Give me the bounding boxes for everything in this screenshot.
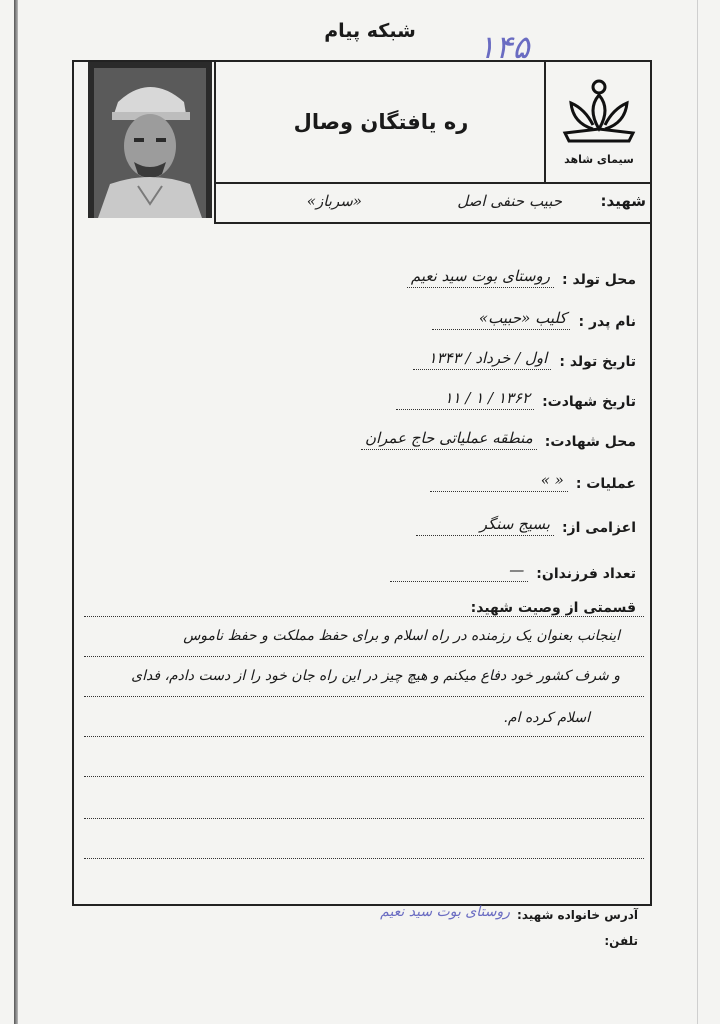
phone-label: تلفن: [604,934,638,948]
tulip-logo-icon [559,79,639,149]
address-value: روستای بوت سید نعیم [380,904,510,920]
field-dispatched-from: اعزامی از: بسیج سنگر [196,506,636,536]
will-line [84,616,644,617]
martyr-rank: «سرباز» [306,192,362,210]
field-martyrdom-place: محل شهادت: منطقه عملیاتی حاج عمران [196,420,636,450]
will-line [84,696,644,697]
handwritten-number: ۱۴۵ [478,28,530,66]
will-line [84,736,644,737]
card-title-box [214,62,546,184]
network-title: شبکه پیام [324,20,416,42]
will-line [84,656,644,657]
field-birth-date: تاریخ تولد : اول / خرداد / ۱۳۴۳ [196,340,636,370]
will-text-line: اسلام کرده ام. [503,710,590,726]
will-label: قسمتی از وصیت شهید: [470,600,636,616]
will-text-line: اینجانب بعنوان یک رزمنده در راه اسلام و برای حفظ مملکت و حفظ ناموس [183,628,620,644]
martyr-photo [88,62,212,218]
field-martyrdom-date: تاریخ شهادت: ۱۳۶۲ / ۱ / ۱۱ [196,380,636,410]
will-line [84,776,644,777]
martyr-label: شهید: [600,192,646,210]
address-label: آدرس خانواده شهید: [517,908,638,922]
logo-box [544,62,652,184]
page-binding-edge [14,0,18,1024]
field-birthplace: محل تولد : روستای بوت سید نعیم [196,258,636,288]
will-line [84,858,644,859]
will-text-line: و شرف کشور خود دفاع میکنم و هیچ چیز در این راه جان خود را از دست دادم، فدای [131,668,620,684]
will-line [84,818,644,819]
card-title: ره یافتگان وصال [293,110,469,134]
page-fold-line [697,0,698,1024]
martyr-name: حبیب حنفی اصل [457,192,562,210]
field-children-count: تعداد فرزندان: — [196,552,636,582]
field-father-name: نام پدر : کلیب «حبیب» [196,300,636,330]
martyr-form [72,60,652,906]
martyr-name-row [214,182,652,224]
logo-text: سیمای شاهد [564,152,634,166]
field-operation: عملیات : « » [196,462,636,492]
